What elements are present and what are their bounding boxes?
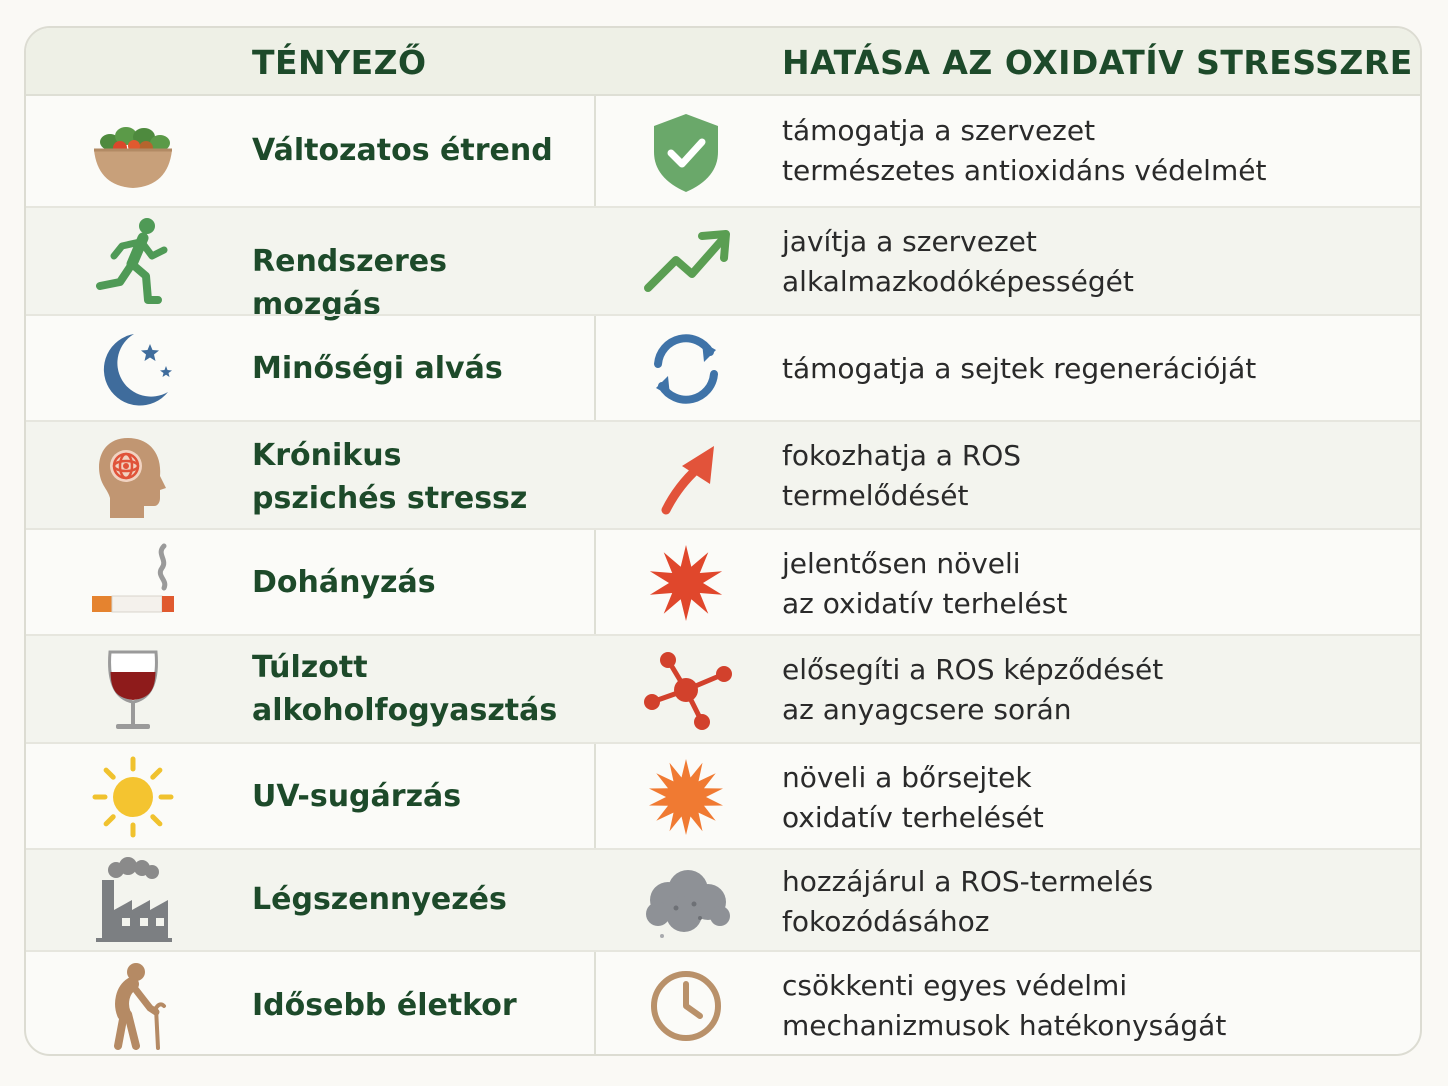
table-header [26, 28, 1420, 96]
burst-star-icon [638, 538, 734, 628]
elderly-person-icon [88, 960, 178, 1050]
table-row [26, 96, 1420, 206]
salad-bowl-icon [88, 108, 178, 198]
effect-label: csökkenti egyes védelmi mechanizmusok hatékonyságát [782, 969, 1227, 1042]
table-row [26, 314, 1420, 420]
factor-label: Idősebb életkor [252, 988, 517, 1023]
sun-icon [88, 752, 178, 842]
effect-label: támogatja a szervezet természetes antioxidáns védelmét [782, 114, 1267, 187]
factor-label: Változatos étrend [252, 133, 553, 168]
cigarette-icon [88, 540, 178, 630]
effect-label: növeli a bőrsejtek oxidatív terhelését [782, 761, 1044, 834]
head-brain-icon [88, 432, 178, 522]
molecule-icon [638, 646, 734, 736]
factory-icon [88, 856, 178, 946]
factor-label: Légszennyezés [252, 882, 507, 917]
shield-check-icon [638, 108, 734, 198]
table-row [26, 420, 1420, 528]
refresh-cycle-icon [638, 324, 734, 414]
table-row [26, 950, 1420, 1056]
table-row [26, 528, 1420, 634]
effect-label: támogatja a sejtek regenerációját [782, 352, 1257, 385]
effect-label: hozzájárul a ROS-termelés fokozódásához [782, 865, 1154, 938]
clock-icon [638, 960, 734, 1050]
header-effect: HATÁSA AZ OXIDATÍV STRESSZRE [782, 43, 1413, 82]
table-row [26, 742, 1420, 848]
effect-label: jelentősen növeli az oxidatív terhelést [782, 547, 1068, 620]
factor-label: Krónikus pszichés stressz [252, 438, 528, 516]
factor-label: Minőségi alvás [252, 351, 503, 386]
factor-label: Túlzott alkoholfogyasztás [252, 650, 558, 728]
table-row [26, 848, 1420, 950]
factor-label: Rendszeres mozgás [252, 244, 447, 322]
running-person-icon [88, 216, 178, 306]
moon-stars-icon [88, 324, 178, 414]
effect-label: fokozhatja a ROS termelődését [782, 439, 1022, 512]
sunburst-icon [638, 752, 734, 842]
table-row [26, 206, 1420, 322]
factor-label: UV-sugárzás [252, 779, 462, 814]
smog-cloud-icon [638, 856, 734, 946]
effect-label: javítja a szervezet alkalmazkodóképességét [782, 225, 1134, 298]
factors-table [24, 26, 1422, 1056]
factor-label: Dohányzás [252, 565, 436, 600]
trend-up-icon [638, 216, 734, 306]
arrow-up-right-icon [638, 432, 734, 522]
wine-glass-icon [88, 646, 178, 736]
table-row [26, 634, 1420, 742]
header-factor: TÉNYEZŐ [252, 43, 427, 82]
effect-label: elősegíti a ROS képződését az anyagcsere során [782, 653, 1164, 726]
